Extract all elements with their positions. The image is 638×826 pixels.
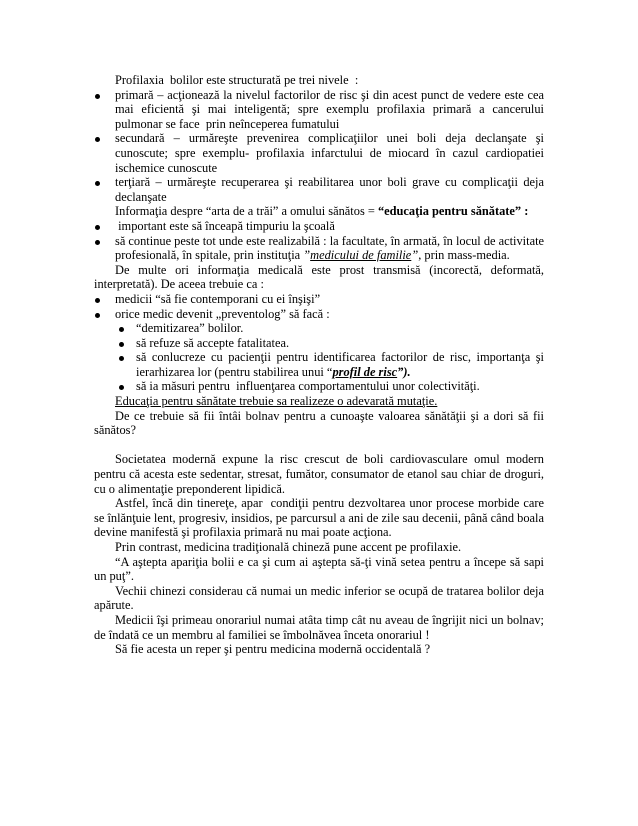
family-doctor-emphasis xyxy=(303,248,418,262)
mutation-sentence xyxy=(94,394,544,409)
paragraph-youth xyxy=(94,496,548,540)
doctors-item-text: orice medic devenit „preventolog” să facă : xyxy=(115,306,330,321)
paragraph-contrast xyxy=(94,540,544,555)
paragraph-fees xyxy=(94,612,548,642)
mutation-text: Educaţia pentru sănătate trebuie sa realizeze o adevarată mutaţie. xyxy=(115,394,438,409)
paragraph-text: Astfel, încă din tinereţe, apar condiţii pentru dezvoltarea unor procese morbide care se înlănţuie lent, progresiv, insidios, pe parcursul a ani de zile sau decenii, până când boala devine manifestă şi profilaxia primară nu mai poate acţiona. xyxy=(94,496,548,540)
quote-open: ” xyxy=(303,248,311,263)
prevention-level-text: secundară – urmăreşte prevenirea complicaţiilor unei boli deja declanşate şi cunoscute; spre exemplu- profilaxia infarctului de miocard în cazul cardiopatiei ischemice cunoscute xyxy=(115,131,548,175)
paragraph-text: Să fie acesta un reper şi pentru medicina modernă occidentală ? xyxy=(115,642,431,657)
prevention-level-text: primară – acţionează la nivelul factorilor de risc şi din acest punct de vedere este cea mai eficientă şi mai inteligentă; spre exemplu profilaxia primară a cancerului pulmonar se face prin neînceperea fumatului xyxy=(115,87,548,131)
doctors-preventolog xyxy=(94,306,548,395)
task-demystify xyxy=(115,321,544,336)
paragraph-proverb xyxy=(94,554,548,584)
education-point-text: să continue peste tot unde este realizabilă : la facultate, în armată, în locul de activitate profesională, în spitale, prin instituţia xyxy=(115,233,548,263)
paragraph-text: Vechii chinezi considerau că numai un medic inferior se ocupă de tratarea bolilor deja apărute. xyxy=(94,583,548,613)
paragraph-society xyxy=(94,452,548,496)
paragraph-text: Societatea modernă expune la risc crescut de boli cardiovasculare omul modern pentru că acesta este sedentar, stresat, fumător, consumator de etanol sau chiar de droguri, cu o alimentaţie preponderent lipidică. xyxy=(94,452,548,496)
second-section xyxy=(94,452,548,657)
health-info-bold: “educaţia pentru sănătate” : xyxy=(377,204,529,219)
task-text: “demitizarea” bolilor. xyxy=(136,321,244,336)
doctors-list xyxy=(94,291,548,394)
prevention-levels-list xyxy=(94,87,548,205)
family-doctor-term: medicului de familie xyxy=(310,248,412,263)
question-text: De ce trebuie să fii întâi bolnav pentru a cunoaşte valoarea sănătăţii şi a dori să fii sănătos? xyxy=(94,408,548,438)
prevention-level-text: terţiară – urmăreşte recuperarea şi reabilitarea unor boli grave cu complicaţii deja declanşate xyxy=(115,175,548,204)
education-point-everywhere xyxy=(94,233,548,263)
education-point-tail: , prin mass-media. xyxy=(418,248,510,263)
risk-profile-term: profil de risc xyxy=(332,364,398,379)
quote-close: ” xyxy=(411,248,419,263)
task-text: să conlucreze cu pacienţii pentru identificarea factorilor de risc, importanţa şi ierarhizarea lor (pentru stabilirea unui “ xyxy=(136,350,548,379)
task-fatalism xyxy=(115,336,544,351)
doctors-item-text: medicii “să fie contemporani cu ei înşişi” xyxy=(115,291,321,306)
paragraph-closing-question xyxy=(94,642,544,657)
health-info-lead: Informaţia despre “arta de a trăi” a omului sănătos = xyxy=(115,204,378,219)
education-point-early xyxy=(94,219,544,234)
health-info-line xyxy=(94,204,544,219)
paragraph-text: “A aştepta apariţia bolii e ca şi cum ai aştepta să-ţi vină setea pentru a începe să sapi un puţ”. xyxy=(94,554,548,584)
risk-profile-close: ”). xyxy=(397,364,411,379)
education-point-text: important este să înceapă timpuriu la şcoală xyxy=(115,218,335,233)
transmission-paragraph xyxy=(94,262,548,292)
document-body xyxy=(94,73,548,657)
question-paragraph xyxy=(94,408,548,438)
intro-text: Profilaxia bolilor este structurată pe trei nivele : xyxy=(115,73,359,87)
prevention-level-tertiary xyxy=(94,175,548,204)
task-text: să refuze să accepte fatalitatea. xyxy=(136,335,290,350)
paragraph-ancient-chinese xyxy=(94,583,548,613)
prevention-level-primary xyxy=(94,87,548,132)
education-points-list xyxy=(94,218,548,263)
task-communities xyxy=(115,379,544,394)
task-text: să ia măsuri pentru influenţarea comportamentului unor colectivităţi. xyxy=(136,379,480,394)
paragraph-text: Prin contrast, medicina tradiţională chineză pune accent pe profilaxie. xyxy=(115,540,462,554)
task-risk-profile xyxy=(115,350,548,379)
preventolog-tasks-list xyxy=(115,321,548,394)
transmission-text: De multe ori informaţia medicală este prost transmisă (incorectă, deformată, interpretată). De aceea trebuie ca : xyxy=(94,262,548,292)
intro-paragraph xyxy=(94,73,544,88)
doctors-contemporary xyxy=(94,292,544,307)
paragraph-text: Medicii îşi primeau onorariul numai atâta timp cât nu aveau de îngrijit nici un bolnav; de îndată ce un membru al familiei se îmbolnăvea înceta onorariul ! xyxy=(94,612,548,642)
prevention-level-secondary xyxy=(94,131,548,175)
